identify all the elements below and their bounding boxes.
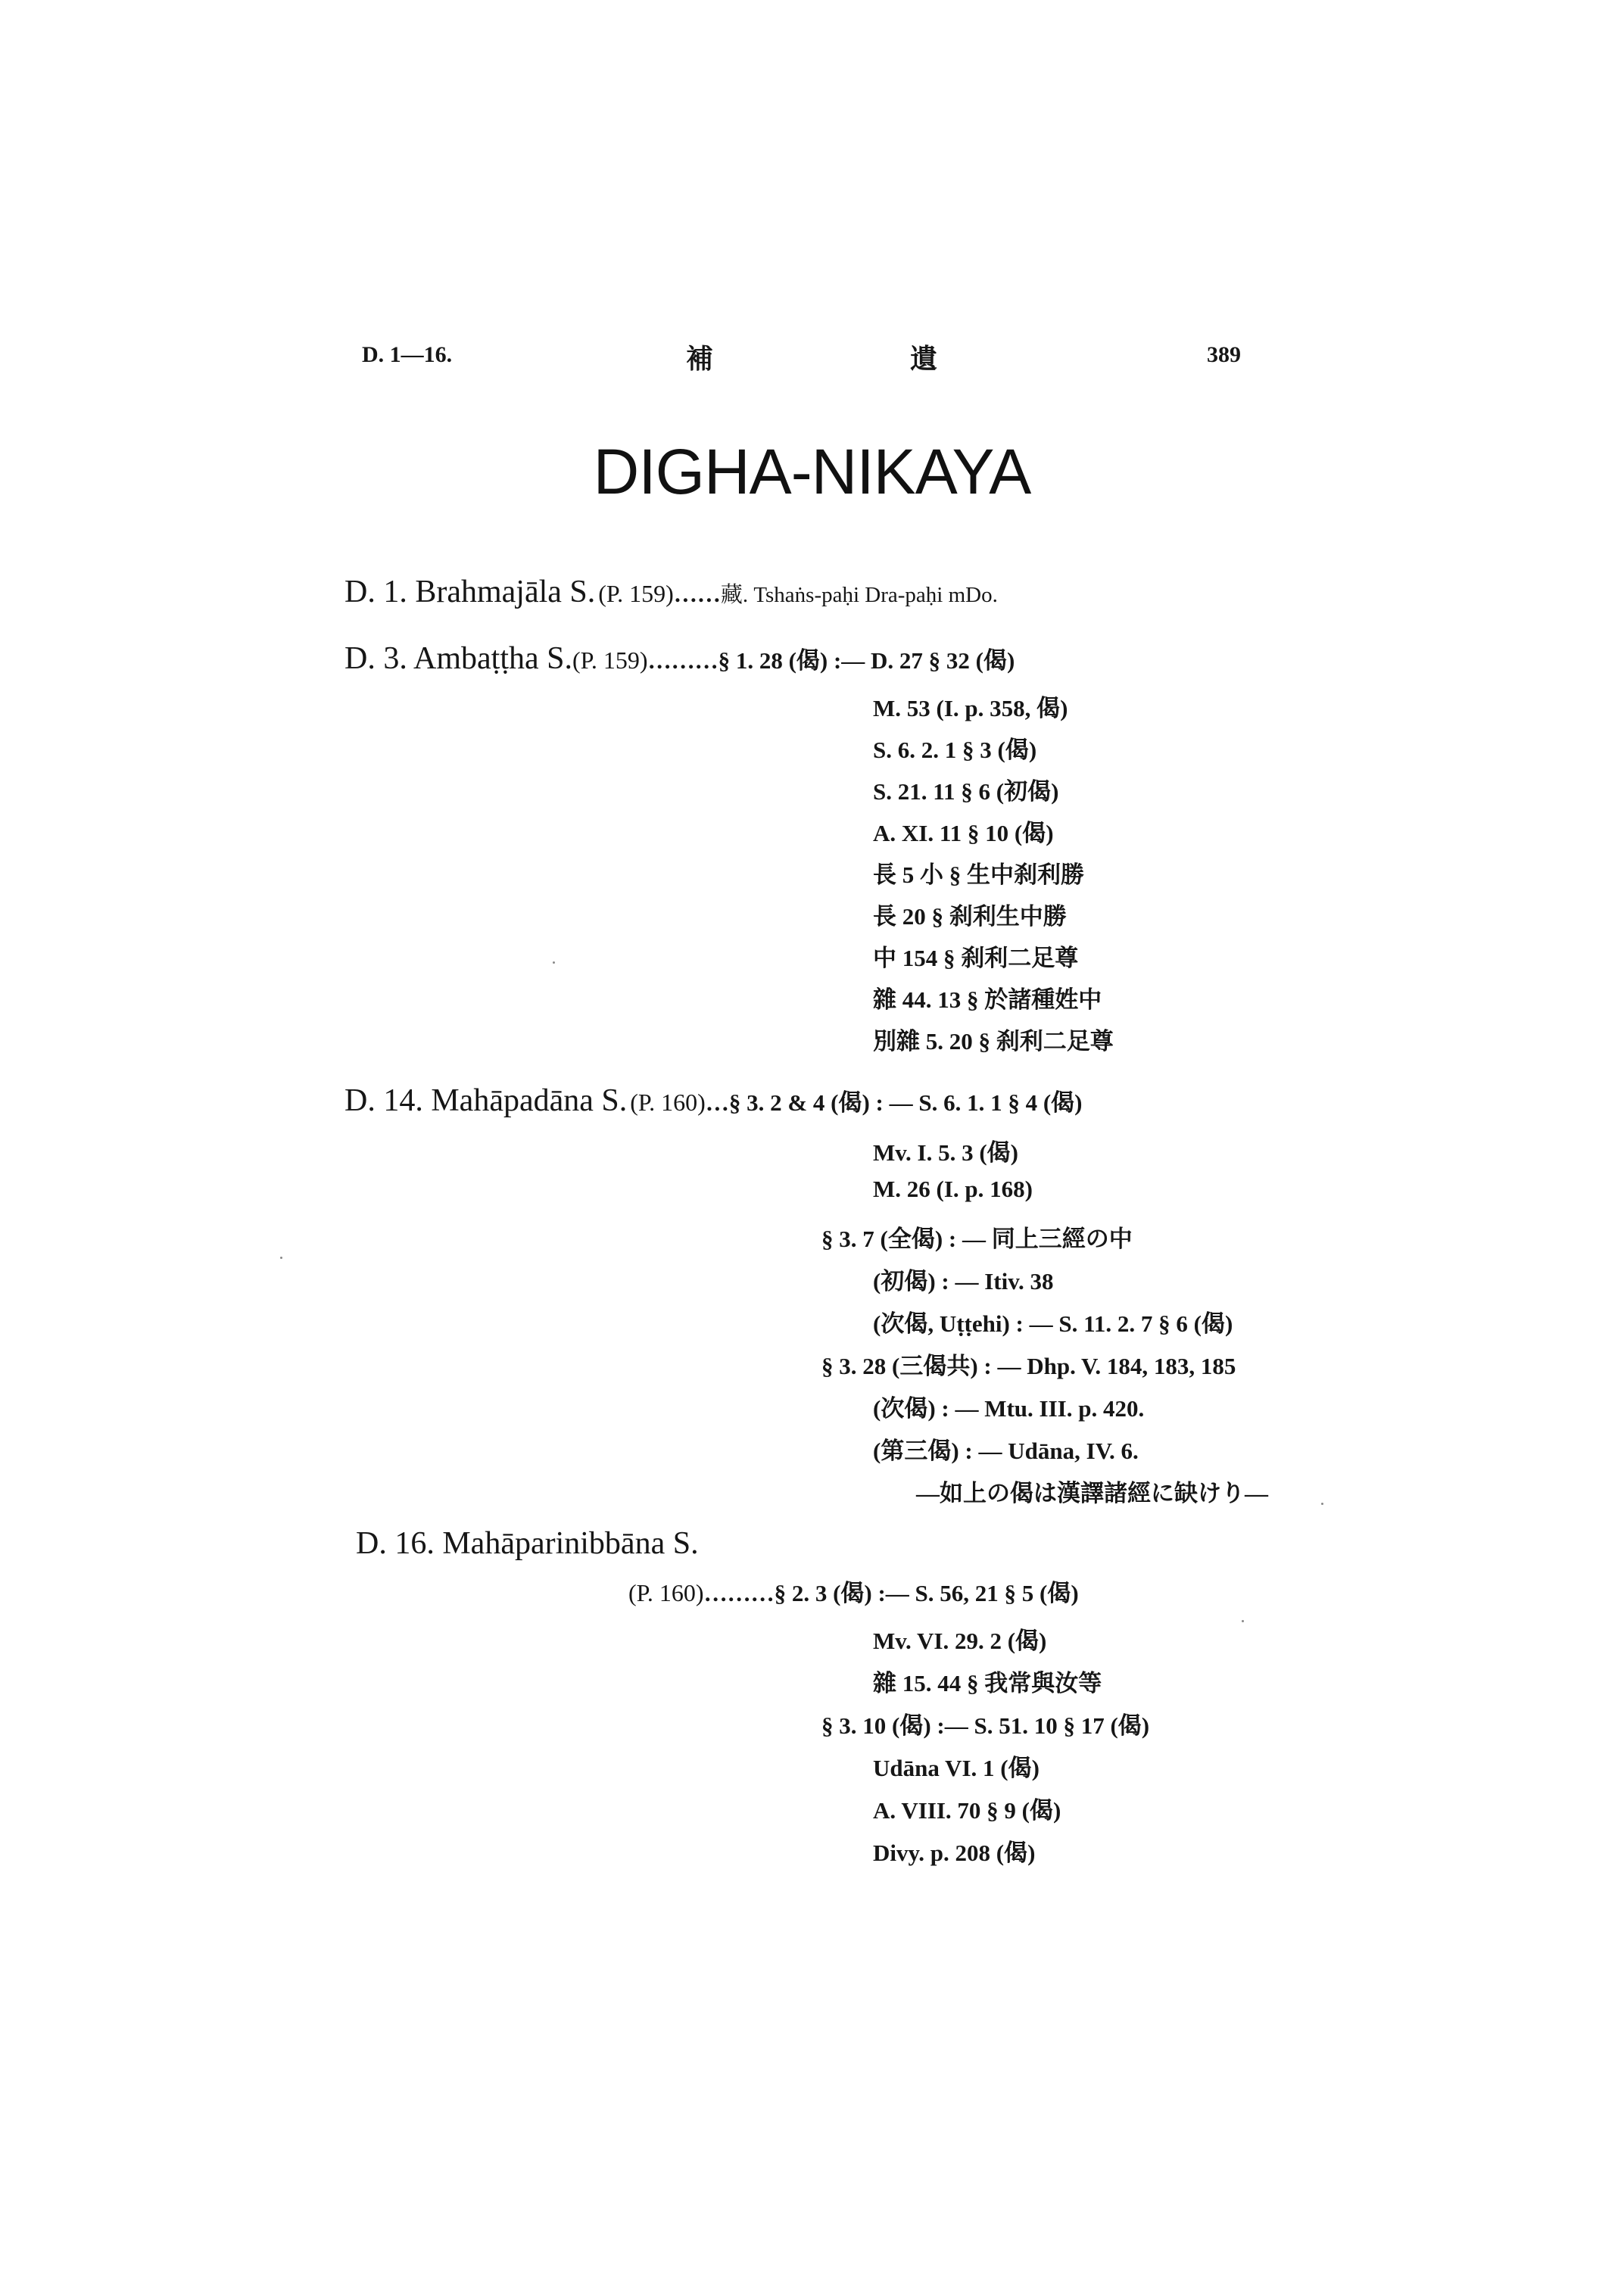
- entry-d3-line-9: 別雜 5. 20 § 刹利二足尊: [873, 1028, 1114, 1055]
- scan-speck: [1321, 1503, 1323, 1505]
- entry-d14-note: —如上の偈は漢譯諸經に缺けり—: [916, 1480, 1268, 1506]
- entry-d16-sub1-line-3: Divy. p. 208 (偈): [873, 1840, 1036, 1866]
- entry-d16-ref: (P. 160): [628, 1579, 704, 1606]
- entry-d3-line-8: 雜 44. 13 § 於諸種姓中: [873, 986, 1102, 1013]
- entry-d3-line-4: A. XI. 11 § 10 (偈): [873, 820, 1054, 846]
- entry-d16-ref-row: [628, 1573, 1079, 1609]
- entry-d3-line-6: 長 20 § 刹利生中勝: [873, 903, 1067, 930]
- running-header-left: D. 1—16.: [362, 342, 453, 367]
- entry-d14-sub1-line-2: (次偈, Uṭṭehi) : — S. 11. 2. 7 § 6 (偈): [873, 1310, 1233, 1337]
- entry-d14-head-row: [344, 1083, 1083, 1119]
- running-header-title-char-1: 補: [686, 344, 714, 374]
- entry-d3-line-2: S. 6. 2. 1 § 3 (偈): [873, 737, 1037, 763]
- entry-d16-sub1-first: § 3. 10 (偈) :— S. 51. 10 § 17 (偈): [821, 1712, 1150, 1739]
- entry-d3-head-row: [344, 640, 1015, 677]
- entry-d3-line-3: S. 21. 11 § 6 (初偈): [873, 778, 1059, 805]
- entry-d14-sub2-line-2: (第三偈) : — Udāna, IV. 6.: [873, 1438, 1139, 1464]
- entry-d3-line-7: 中 154 § 刹利二足尊: [873, 945, 1079, 971]
- entry-d14-sub2-first: § 3. 28 (三偈共) : — Dhp. V. 184, 183, 185: [821, 1353, 1236, 1379]
- entry-d1-leader: ……: [673, 581, 721, 607]
- entry-d14-sub2-line-1: (次偈) : — Mtu. III. p. 420.: [873, 1395, 1145, 1422]
- page-number: 389: [1207, 342, 1241, 367]
- entry-d14-line-2: M. 26 (I. p. 168): [873, 1176, 1033, 1202]
- entry-d16-line-2: 雜 15. 44 § 我常與汝等: [873, 1670, 1102, 1696]
- entry-d14-line-1: Mv. I. 5. 3 (偈): [873, 1139, 1019, 1166]
- entry-d14-ref: (P. 160): [630, 1089, 706, 1116]
- entry-d3-line-1: M. 53 (I. p. 358, 偈): [873, 695, 1068, 721]
- page-title: DIGHA-NIKAYA: [593, 436, 1031, 507]
- scan-speck: [280, 1257, 282, 1259]
- entry-d16-line-1: Mv. VI. 29. 2 (偈): [873, 1628, 1047, 1654]
- entry-d3-leader: ………: [647, 647, 718, 674]
- entry-d16-leader: ………: [703, 1580, 775, 1606]
- entry-d1-title: D. 1. Brahmajāla S.: [344, 575, 596, 609]
- entry-d1-first: 藏. Tshaṅs-paḥi Dra-paḥi mDo.: [720, 583, 998, 607]
- entry-d1-head-row: [344, 574, 998, 610]
- entry-d3-line-5: 長 5 小 § 生中刹利勝: [873, 861, 1084, 888]
- entry-d3-title: D. 3. Ambaṭṭha S.: [344, 641, 572, 676]
- entry-d14-leader: …: [705, 1089, 729, 1116]
- entry-d3-first: § 1. 28 (偈) :— D. 27 § 32 (偈): [718, 647, 1015, 674]
- running-header-title-char-2: 遺: [910, 344, 938, 374]
- entry-d14-title: D. 14. Mahāpadāna S.: [344, 1083, 628, 1118]
- entry-d14-first: § 3. 2 & 4 (偈) : — S. 6. 1. 1 § 4 (偈): [728, 1089, 1083, 1116]
- entry-d14-sub1-line-1: (初偈) : — Itiv. 38: [873, 1268, 1054, 1294]
- entry-d1-ref: (P. 159): [598, 580, 674, 607]
- entry-d16-sub1-line-2: A. VIII. 70 § 9 (偈): [873, 1797, 1061, 1824]
- scan-speck: [1242, 1620, 1244, 1622]
- scan-speck: [553, 961, 555, 964]
- entry-d14-sub1-first: § 3. 7 (全偈) : — 同上三經の中: [821, 1226, 1133, 1252]
- entry-d3-ref: (P. 159): [572, 646, 648, 674]
- entry-d16-sub1-line-1: Udāna VI. 1 (偈): [873, 1755, 1040, 1781]
- entry-d16-title: D. 16. Mahāparinibbāna S.: [356, 1526, 699, 1561]
- entry-d16-first: § 2. 3 (偈) :— S. 56, 21 § 5 (偈): [774, 1580, 1079, 1606]
